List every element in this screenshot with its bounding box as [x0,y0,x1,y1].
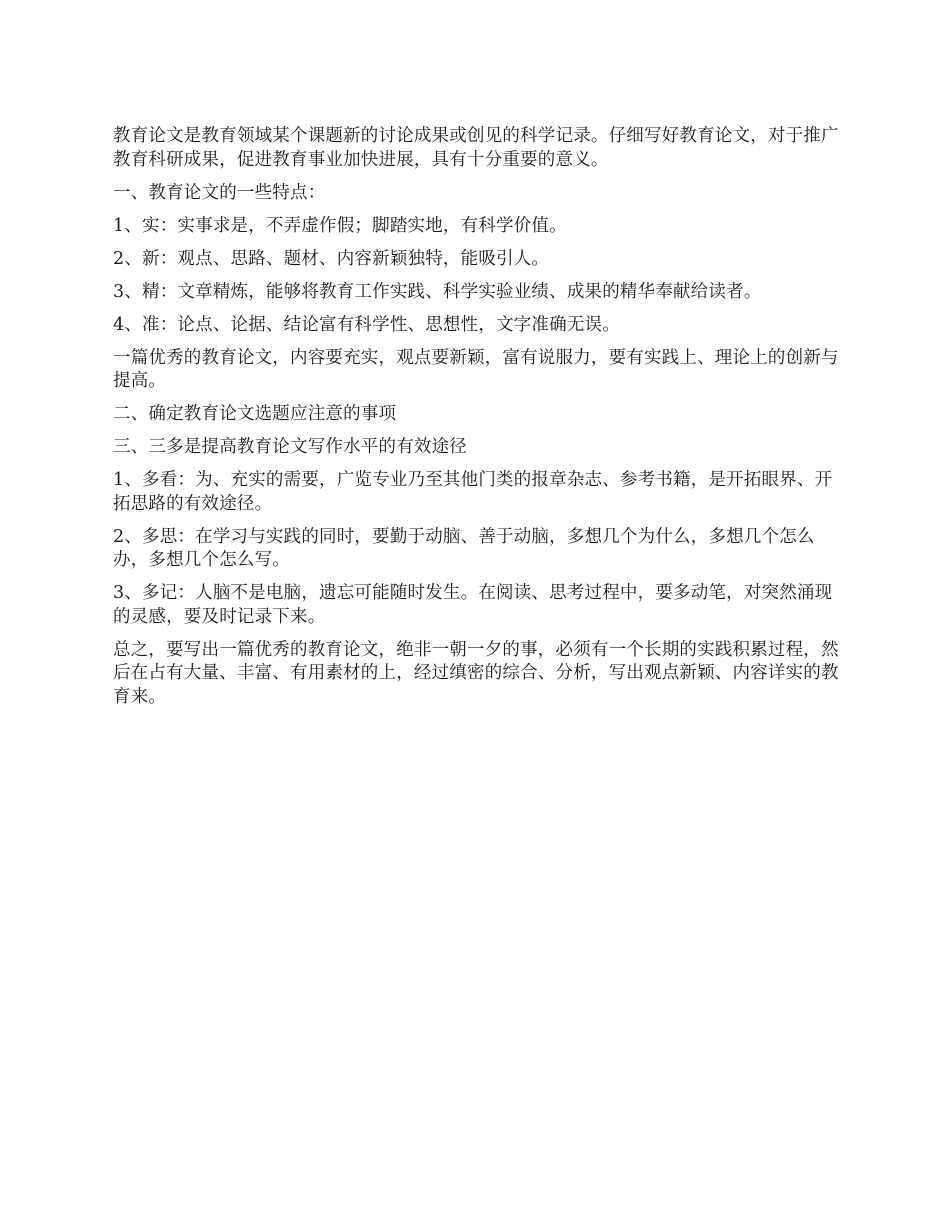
feature-item-1: 1、实：实事求是，不弄虚作假；脚踏实地，有科学价值。 [113,215,567,236]
feature-item-4: 4、准：论点、论据、结论富有科学性、思想性，文字准确无误。 [113,314,620,335]
feature-item-3: 3、精：文章精炼，能够将教育工作实践、科学实验业绩、成果的精华奉献给读者。 [113,281,762,302]
section-heading-topic: 二、确定教育论文选题应注意的事项 [113,404,397,424]
document-body [113,125,841,719]
conclusion-paragraph: 总之，要写出一篇优秀的教育论文，绝非一朝一夕的事，必须有一个长期的实践积累过程，然后在占有大量、丰富、有用素材的上，经过缜密的综合、分析，写出观点新颖、内容详实的教育来。 [113,639,839,707]
method-item-3: 3、多记：人脑不是电脑，遗忘可能随时发生。在阅读、思考过程中，要多动笔，对突然涌现的灵感，要及时记录下来。 [113,583,833,627]
summary-paragraph: 一篇优秀的教育论文，内容要充实，观点要新颖，富有说服力，要有实践上、理论上的创新与提高。 [113,347,839,391]
feature-item-2: 2、新：观点、思路、题材、内容新颖独特，能吸引人。 [113,248,550,269]
intro-paragraph: 教育论文是教育领域某个课题新的讨论成果或创见的科学记录。仔细写好教育论文，对于推广教育科研成果，促进教育事业加快进展，具有十分重要的意义。 [113,126,839,170]
method-item-2: 2、多思：在学习与实践的同时，要勤于动脑、善于动脑，多想几个为什么，多想几个怎么办，多想几个怎么写。 [113,526,815,570]
method-item-1: 1、多看：为、充实的需要，广览专业乃至其他门类的报章杂志、参考书籍，是开拓眼界、开拓思路的有效途径。 [113,470,833,514]
section-heading-features: 一、教育论文的一些特点： [113,182,326,203]
section-heading-three-more: 三、三多是提高教育论文写作水平的有效途径 [113,437,467,457]
